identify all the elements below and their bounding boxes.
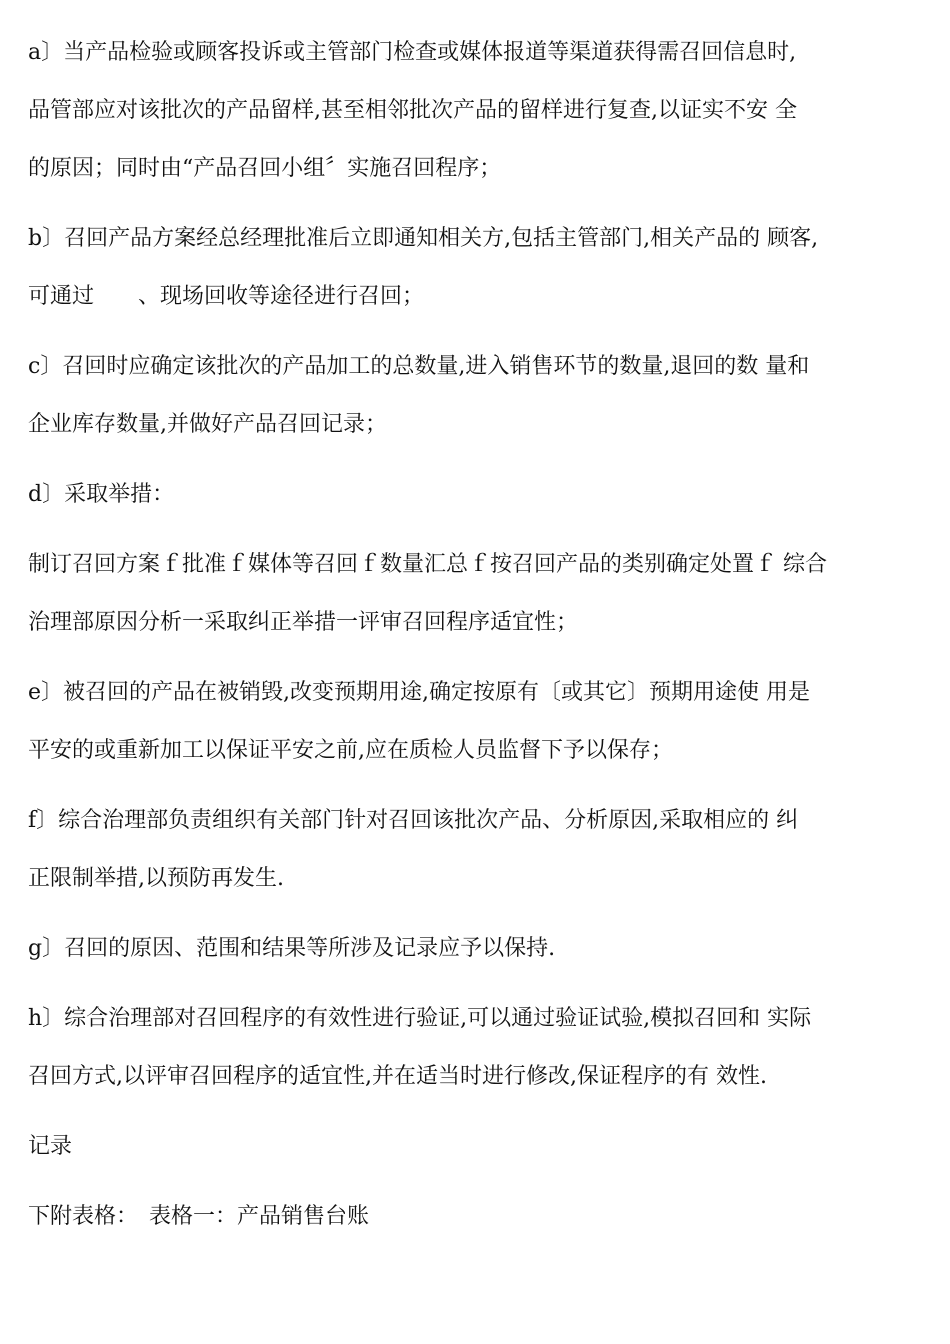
text-line: g〕召回的原因、范围和结果等所涉及记录应予以保持. — [28, 936, 556, 961]
paragraph-d — [28, 466, 928, 524]
paragraph-f — [28, 792, 928, 908]
text-line: 记录 — [28, 1134, 73, 1159]
paragraph-g — [28, 920, 928, 978]
paragraph-h — [28, 990, 928, 1106]
text-line: 治理部原因分析一采取纠正举措一评审召回程序适宜性； — [28, 610, 579, 635]
text-line: h〕综合治理部对召回程序的有效性进行验证,可以通过验证试验,模拟召回和 实际 — [28, 1006, 812, 1031]
text-line: 下附表格： 表格一：产品销售台账 — [28, 1204, 370, 1229]
text-line: 正限制举措,以预防再发生. — [28, 866, 284, 891]
text-line: e〕被召回的产品在被销毁,改变预期用途,确定按原有〔或其它〕预期用途使 用是 — [28, 680, 811, 705]
document-page — [28, 24, 928, 1258]
text-line: 制订召回方案ｆ批准ｆ媒体等召回ｆ数量汇总ｆ按召回产品的类别确定处置ｆ 综合 — [28, 552, 827, 577]
text-line: f〕综合治理部负责组织有关部门针对召回该批次产品、分析原因,采取相应的 纠 — [28, 808, 799, 833]
text-line: 企业库存数量,并做好产品召回记录； — [28, 412, 387, 437]
text-line: a〕当产品检验或顾客投诉或主管部门检查或媒体报道等渠道获得需召回信息时, — [28, 40, 797, 65]
paragraph-b — [28, 210, 928, 326]
paragraph-e — [28, 664, 928, 780]
text-line: 可通过 、现场回收等途径进行召回； — [28, 284, 425, 309]
text-line: c〕召回时应确定该批次的产品加工的总数量,进入销售环节的数量,退回的数 量和 — [28, 354, 810, 379]
text-line: 品管部应对该批次的产品留样,甚至相邻批次产品的留样进行复查,以证实不安 全 — [28, 98, 797, 123]
text-line: b〕召回产品方案经总经理批准后立即通知相关方,包括主管部门,相关产品的 顾客, — [28, 226, 819, 251]
section-heading-records — [28, 1118, 928, 1176]
paragraph-a — [28, 24, 928, 198]
paragraph-c — [28, 338, 928, 454]
text-line: 的原因；同时由“产品召回小组〞实施召回程序； — [28, 156, 502, 181]
paragraph-attached-forms — [28, 1188, 928, 1246]
text-line: 平安的或重新加工以保证平安之前,应在质检人员监督下予以保存； — [28, 738, 673, 763]
paragraph-process-flow — [28, 536, 928, 652]
text-line: 召回方式,以评审召回程序的适宜性,并在适当时进行修改,保证程序的有 效性. — [28, 1064, 767, 1089]
text-line: d〕采取举措： — [28, 482, 175, 507]
